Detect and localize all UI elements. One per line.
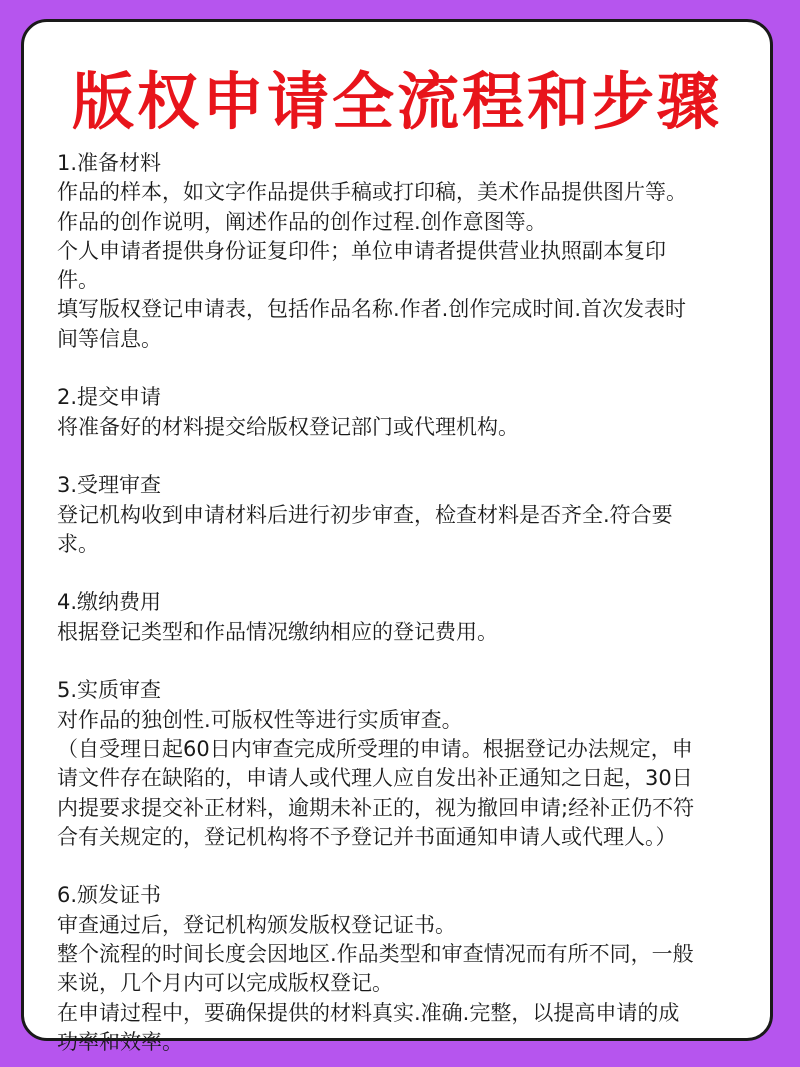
section-line: 审查通过后，登记机构颁发版权登记证书。	[57, 912, 456, 937]
page-title: 版权申请全流程和步骤	[71, 65, 722, 138]
section-line: （自受理日起60日内审查完成所受理的申请。根据登记办法规定，申	[57, 736, 693, 761]
section-line: 合有关规定的，登记机构将不予登记并书面通知申请人或代理人。）	[57, 824, 677, 849]
section-submit-application	[57, 383, 757, 442]
section-line: 件。	[57, 268, 99, 293]
section-line: 求。	[57, 531, 99, 556]
section-pay-fees	[57, 588, 757, 647]
section-acceptance-review	[57, 471, 757, 559]
content-card	[21, 19, 773, 1054]
content-body	[57, 149, 757, 1057]
section-line: 内提要求提交补正材料，逾期未补正的，视为撤回申请;经补正仍不符	[57, 795, 695, 820]
section-line: 根据登记类型和作品情况缴纳相应的登记费用。	[57, 619, 498, 644]
section-line: 来说，几个月内可以完成版权登记。	[57, 971, 393, 996]
section-line: 将准备好的材料提交给版权登记部门或代理机构。	[57, 414, 519, 439]
section-heading: 3.受理审查	[57, 473, 162, 498]
section-heading: 6.颁发证书	[57, 883, 162, 908]
section-heading: 1.准备材料	[57, 151, 162, 175]
section-heading: 2.提交申请	[57, 385, 162, 410]
section-substantive-review	[57, 676, 757, 852]
section-line: 个人申请者提供身份证复印件；单位申请者提供营业执照副本复印	[57, 238, 666, 263]
section-line: 在申请过程中，要确保提供的材料真实.准确.完整，以提高申请的成	[57, 1000, 680, 1025]
section-heading: 4.缴纳费用	[57, 590, 162, 615]
section-line: 对作品的独创性.可版权性等进行实质审查。	[57, 707, 463, 732]
section-line: 请文件存在缺陷的，申请人或代理人应自发出补正通知之日起，30日	[57, 766, 693, 791]
section-line: 整个流程的时间长度会因地区.作品类型和审查情况而有所不同，一般	[57, 942, 694, 967]
section-line: 作品的样本，如文字作品提供手稿或打印稿，美术作品提供图片等。	[57, 180, 687, 205]
section-line: 填写版权登记申请表，包括作品名称.作者.创作完成时间.首次发表时	[57, 297, 687, 322]
section-line: 功率和效率。	[57, 1029, 183, 1054]
section-line: 间等信息。	[57, 326, 162, 351]
section-heading: 5.实质审查	[57, 678, 162, 703]
section-line: 作品的创作说明，阐述作品的创作过程.创作意图等。	[57, 209, 547, 234]
section-line: 登记机构收到申请材料后进行初步审查，检查材料是否齐全.符合要	[57, 502, 673, 527]
section-prepare-materials	[57, 149, 757, 354]
section-issue-certificate	[57, 881, 757, 1057]
